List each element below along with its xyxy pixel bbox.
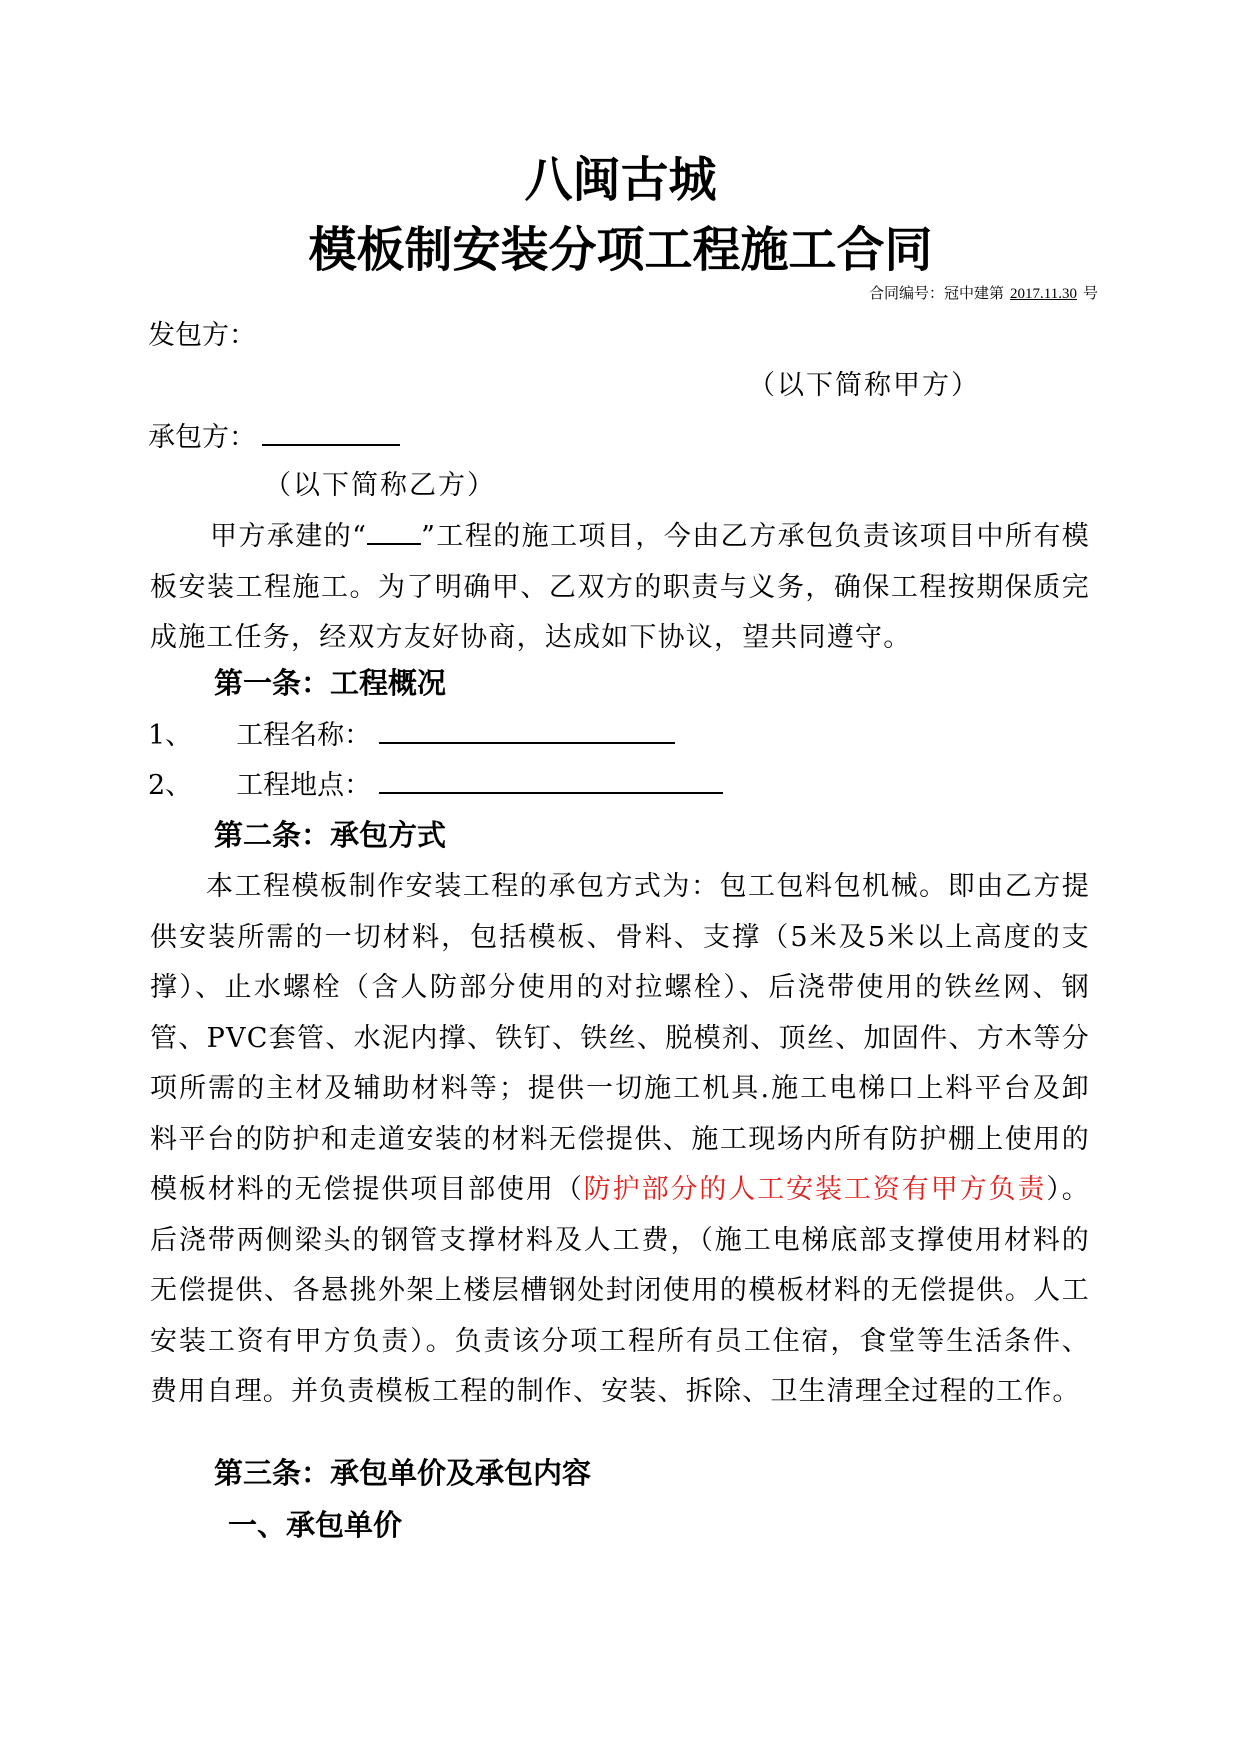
intro-text-1: 甲方承建的“ (210, 521, 368, 552)
article-1-item-1 (148, 716, 675, 754)
project-name-blank (379, 716, 675, 744)
item-2-label: 工程地点： (236, 770, 372, 801)
article-3-sub-1: 一、承包单价 (228, 1508, 403, 1542)
contractor-alias: （以下简称乙方） (264, 470, 496, 501)
contract-number-value: 2017.11.30 (1010, 286, 1077, 302)
intro-paragraph (150, 512, 1090, 664)
employer-alias: （以下简称甲方） (748, 370, 980, 401)
employer-label: 发包方： (148, 320, 256, 351)
article-2-paragraph (150, 862, 1090, 1418)
contractor-line (148, 418, 400, 456)
project-location-blank (379, 766, 723, 794)
contract-number (869, 284, 1098, 304)
article-2-heading: 第二条：承包方式 (214, 818, 447, 852)
title-contract-name: 模板制安装分项工程施工合同 (308, 222, 933, 278)
item-1-label: 工程名称： (236, 720, 372, 751)
title-project-name: 八闽古城 (524, 152, 717, 208)
article-1-heading: 第一条：工程概况 (214, 666, 447, 700)
intro-text-2: ”工程的施工项目，今由乙方承包负责该项目中所有模板安装工程施工。为了明确甲、乙双方的职责与义务，确保工程按期保质完成施工任务，经双方友好协商，达成如下协议，望共同遵守。 (150, 521, 1090, 653)
article-2-text-2: ）。后浇带两侧梁头的钢管支撑材料及人工费，（施工电梯底部支撑使用材料的无偿提供、各悬挑外架上楼层槽钢处封闭使用的模板材料的无偿提供。人工安装工资有甲方负责）。负责该分项工程所有员工住宿，食堂等生活条件、费用自理。并负责模板工程的制作、安装、拆除、卫生清理全过程的工作。 (150, 1174, 1091, 1407)
project-blank (367, 517, 421, 545)
article-2-text-1: 本工程模板制作安装工程的承包方式为：包工包料包机械。即由乙方提供安装所需的一切材料，包括模板、骨料、支撑（5米及5米以上高度的支撑）、止水螺栓（含人防部分使用的对拉螺栓）、后浇带使用的铁丝网、钢管、PVC套管、水泥内撑、铁钉、铁丝、脱模剂、顶丝、加固件、方木等分项所需的主材及辅助材料等；提供一切施工机具.施工电梯口上料平台及卸料平台的防护和走道安装的材料无偿提供、施工现场内所有防护棚上使用的模板材料的无偿提供项目部使用（ (150, 871, 1090, 1205)
article-2-highlight: 防护部分的人工安装工资有甲方负责 (583, 1174, 1047, 1205)
contract-number-suffix: 号 (1082, 286, 1098, 302)
contract-number-prefix: 合同编号：冠中建第 (869, 286, 1005, 302)
article-3-heading: 第三条：承包单价及承包内容 (214, 1456, 592, 1490)
item-1-number: 1、 (148, 720, 193, 751)
contractor-blank (262, 418, 400, 446)
contractor-label: 承包方： (148, 422, 256, 453)
article-1-item-2 (148, 766, 723, 804)
item-2-number: 2、 (148, 770, 193, 801)
